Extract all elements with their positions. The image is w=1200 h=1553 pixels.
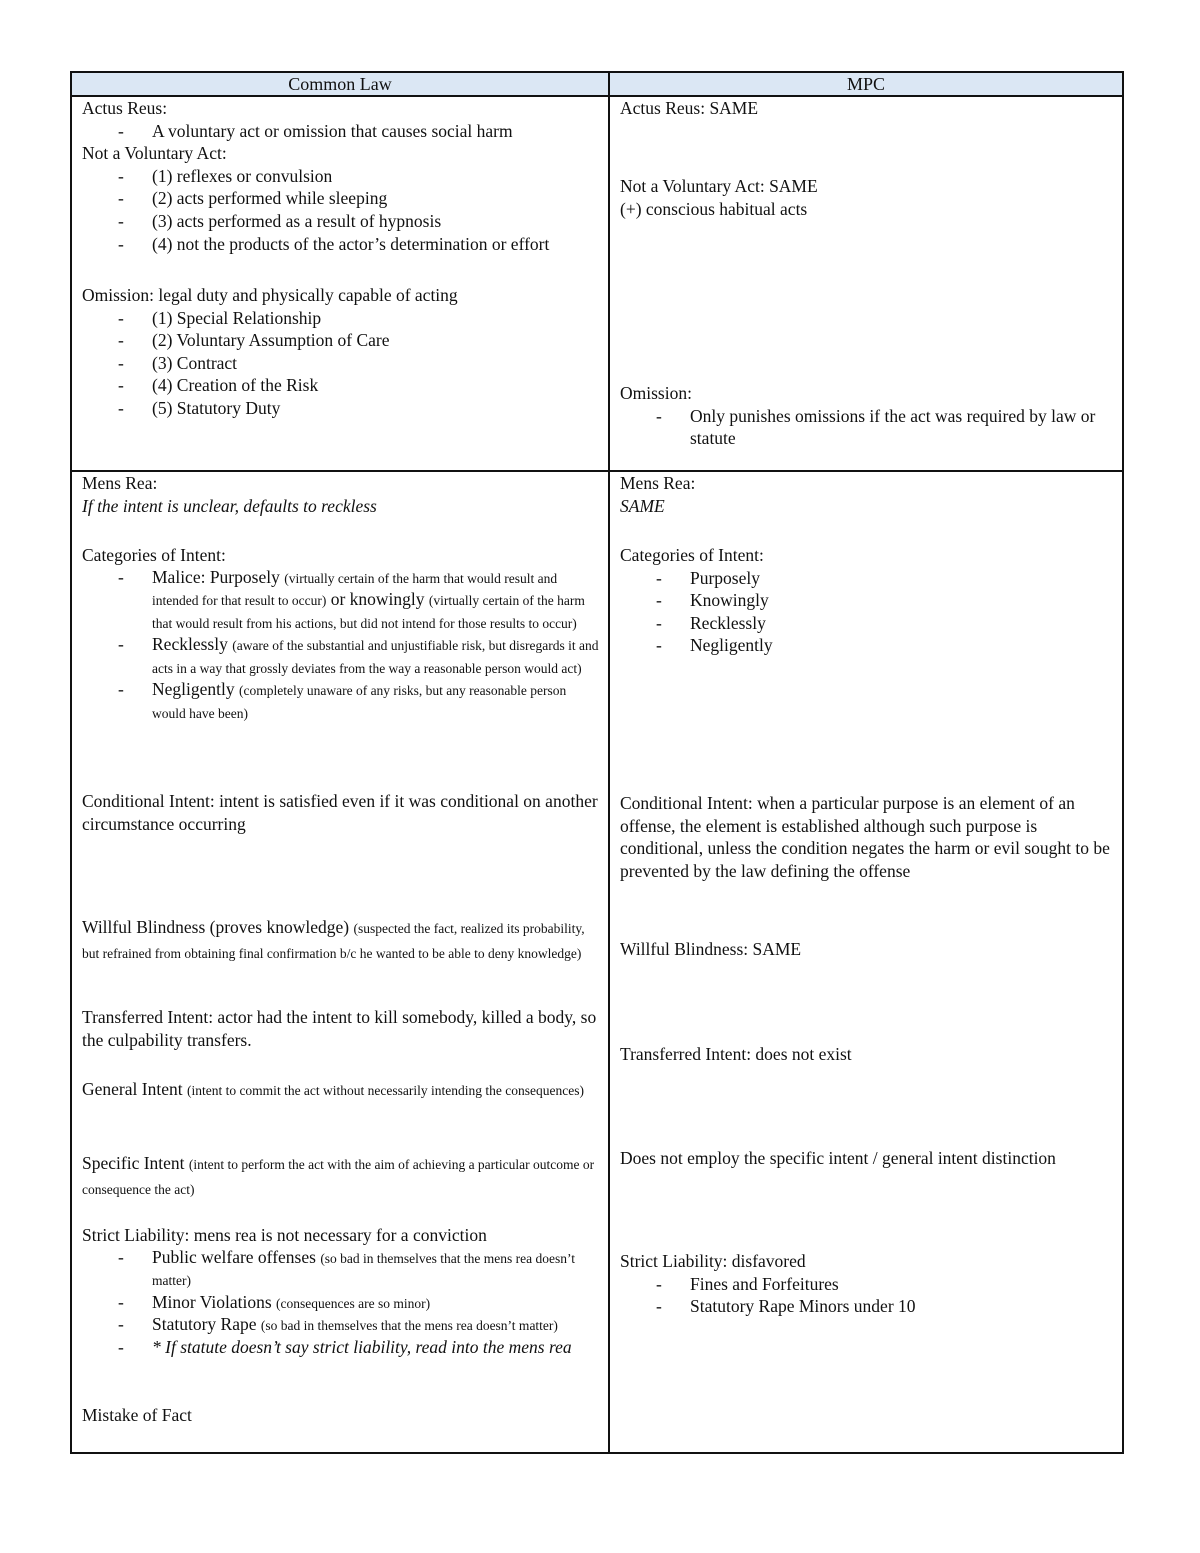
- list-item: - (3) acts performed as a result of hypnosis: [82, 210, 602, 233]
- general-block: [82, 1078, 602, 1103]
- specific-note: (intent to perform the act with the aim of achieving a particular outcome or consequence the act): [82, 1157, 595, 1197]
- actus-block: [82, 97, 602, 255]
- header-mpc: MPC: [609, 72, 1123, 96]
- list-item: - Fines and Forfeitures: [620, 1273, 1116, 1296]
- actus-title: Actus Reus:: [82, 98, 168, 118]
- mpc-willful-block: [620, 938, 1116, 961]
- mpc-mens-block: [620, 472, 1116, 517]
- strict-title: Strict Liability: mens rea is not necessary for a conviction: [82, 1225, 487, 1245]
- mpc-actus: Actus Reus: SAME: [620, 98, 759, 118]
- mpc-nva-block: [620, 175, 1116, 220]
- mpc-transferred-text: Transferred Intent: does not exist: [620, 1044, 852, 1064]
- statrape-note: (so bad in themselves that the mens rea doesn’t matter): [260, 1318, 558, 1334]
- mpc-transferred-block: [620, 1043, 1116, 1066]
- omission-list: [82, 307, 602, 420]
- specific-label: Specific Intent: [82, 1153, 189, 1173]
- public-note: (so bad in themselves that the mens rea doesn’t matter): [152, 1250, 575, 1289]
- nva-title: Not a Voluntary Act:: [82, 143, 227, 164]
- list-item: - (4) not the products of the actor’s determination or effort: [82, 233, 602, 256]
- conditional-block: [82, 790, 602, 835]
- statrape-label: Statutory Rape: [152, 1314, 261, 1335]
- omission-block: [82, 284, 602, 420]
- reckless-label: Recklessly: [152, 634, 233, 655]
- comparison-table-wrapper: [70, 71, 1122, 1454]
- willful-label: Willful Blindness (proves knowledge): [82, 917, 354, 937]
- strict-block: [82, 1224, 602, 1358]
- mpc-mens-note: SAME: [620, 495, 665, 516]
- list-item: - (3) Contract: [82, 352, 602, 375]
- mpc-actus-block: [620, 97, 1116, 120]
- knowingly-note: (virtually certain of the harm that would result from his actions, but did not intend for those results to occur): [152, 593, 585, 631]
- list-item: - Negligently: [620, 634, 1116, 657]
- mpc-mens-cell: [609, 471, 1123, 1453]
- general-label: General Intent: [82, 1079, 187, 1099]
- actus-reus-row: [71, 96, 1123, 471]
- mpc-omission-block: [620, 382, 1116, 450]
- conditional-text: Conditional Intent: intent is satisfied even if it was conditional on another circumstance occurring: [82, 791, 598, 834]
- willful-note: (suspected the fact, realized its probability, but refrained from obtaining final confirmation b/c he wanted to be able to deny knowledge): [82, 921, 585, 961]
- common-law-actus-cell: [71, 96, 609, 471]
- mpc-omission-title: Omission:: [620, 383, 692, 403]
- mpc-strict-block: [620, 1250, 1116, 1318]
- willful-text: [82, 916, 602, 965]
- list-item: - (2) acts performed while sleeping: [82, 187, 602, 210]
- willful-block: [82, 916, 602, 965]
- mpc-willful-text: Willful Blindness: SAME: [620, 939, 802, 959]
- comparison-table: [70, 71, 1124, 1454]
- transferred-block: [82, 1006, 602, 1051]
- minor-note: (consequences are so minor): [276, 1295, 431, 1311]
- reckless-note: (aware of the substantial and unjustifiable risk, but disregards it and acts in a way that grossly deviates from the way a reasonable person would act): [152, 638, 599, 676]
- mpc-actus-cell: [609, 96, 1123, 471]
- mistake-block: [82, 1404, 602, 1427]
- mpc-conditional-text: Conditional Intent: when a particular purpose is an element of an offense, the element is established although such purpose is conditional, unless the condition negates the harm or evil sought to be prevented by the law defining the offense: [620, 793, 1110, 881]
- malice-label: Malice: Purposely: [152, 566, 285, 587]
- categories-block: [82, 544, 602, 724]
- mpc-categories-title: Categories of Intent:: [620, 545, 764, 565]
- mens-note: If the intent is unclear, defaults to reckless: [82, 495, 377, 516]
- list-item: - Statutory Rape Minors under 10: [620, 1295, 1116, 1318]
- mpc-categories-block: [620, 544, 1116, 657]
- mens-block: [82, 472, 602, 517]
- list-item: [82, 679, 602, 724]
- mpc-nva: Not a Voluntary Act: SAME: [620, 176, 818, 196]
- mistake-text: Mistake of Fact: [82, 1405, 192, 1425]
- mpc-specific-text: Does not employ the specific intent / general intent distinction: [620, 1148, 1056, 1168]
- negligent-label: Negligently: [152, 679, 239, 700]
- mpc-categories-list: [620, 567, 1116, 657]
- mpc-strict-title: Strict Liability: disfavored: [620, 1251, 806, 1271]
- list-item: [82, 634, 602, 679]
- header-row: [71, 72, 1123, 96]
- actus-list: [82, 120, 602, 143]
- list-item: - (2) Voluntary Assumption of Care: [82, 329, 602, 352]
- list-item: - (5) Statutory Duty: [82, 397, 602, 420]
- nva-list: [82, 165, 602, 255]
- malice-note: (virtually certain of the harm that would result and intended for that result to occur): [152, 570, 558, 609]
- categories-title: Categories of Intent:: [82, 545, 226, 565]
- mpc-strict-list: [620, 1273, 1116, 1318]
- list-item: - Only punishes omissions if the act was required by law or statute: [620, 405, 1116, 450]
- mpc-omission-list: [620, 405, 1116, 450]
- specific-block: [82, 1152, 602, 1201]
- mpc-mens-title: Mens Rea:: [620, 473, 696, 493]
- mens-rea-row: [71, 471, 1123, 1453]
- transferred-text: Transferred Intent: actor had the intent to kill somebody, killed a body, so the culpability transfers.: [82, 1007, 597, 1050]
- list-item: [82, 1314, 602, 1337]
- list-item: - (4) Creation of the Risk: [82, 374, 602, 397]
- minor-label: Minor Violations: [152, 1291, 277, 1312]
- list-item: - Purposely: [620, 567, 1116, 590]
- negligent-note: (completely unaware of any risks, but any reasonable person would have been): [152, 683, 567, 721]
- omission-title: Omission: legal duty and physically capable of acting: [82, 285, 458, 305]
- list-item: [82, 1247, 602, 1292]
- list-item: [82, 567, 602, 635]
- categories-list: [82, 567, 602, 725]
- list-item: - (1) reflexes or convulsion: [82, 165, 602, 188]
- mpc-conditional-block: [620, 792, 1116, 882]
- list-item: - (1) Special Relationship: [82, 307, 602, 330]
- list-item: - * If statute doesn’t say strict liability, read into the mens rea: [82, 1337, 602, 1359]
- mens-title: Mens Rea:: [82, 473, 158, 493]
- general-note: (intent to commit the act without necessarily intending the consequences): [186, 1083, 584, 1098]
- public-label: Public welfare offenses: [152, 1246, 321, 1267]
- list-item: - Recklessly: [620, 612, 1116, 635]
- general-text: [82, 1078, 602, 1103]
- list-item: - Knowingly: [620, 589, 1116, 612]
- knowingly-label: or knowingly: [326, 589, 429, 610]
- header-common-law: Common Law: [71, 72, 609, 96]
- list-item: [82, 1292, 602, 1315]
- mpc-nva-extra: (+) conscious habitual acts: [620, 198, 808, 219]
- strict-list: [82, 1247, 602, 1359]
- common-law-mens-cell: [71, 471, 609, 1453]
- specific-text: [82, 1152, 602, 1201]
- list-item: - A voluntary act or omission that causes social harm: [82, 120, 602, 143]
- mpc-specific-block: [620, 1147, 1116, 1170]
